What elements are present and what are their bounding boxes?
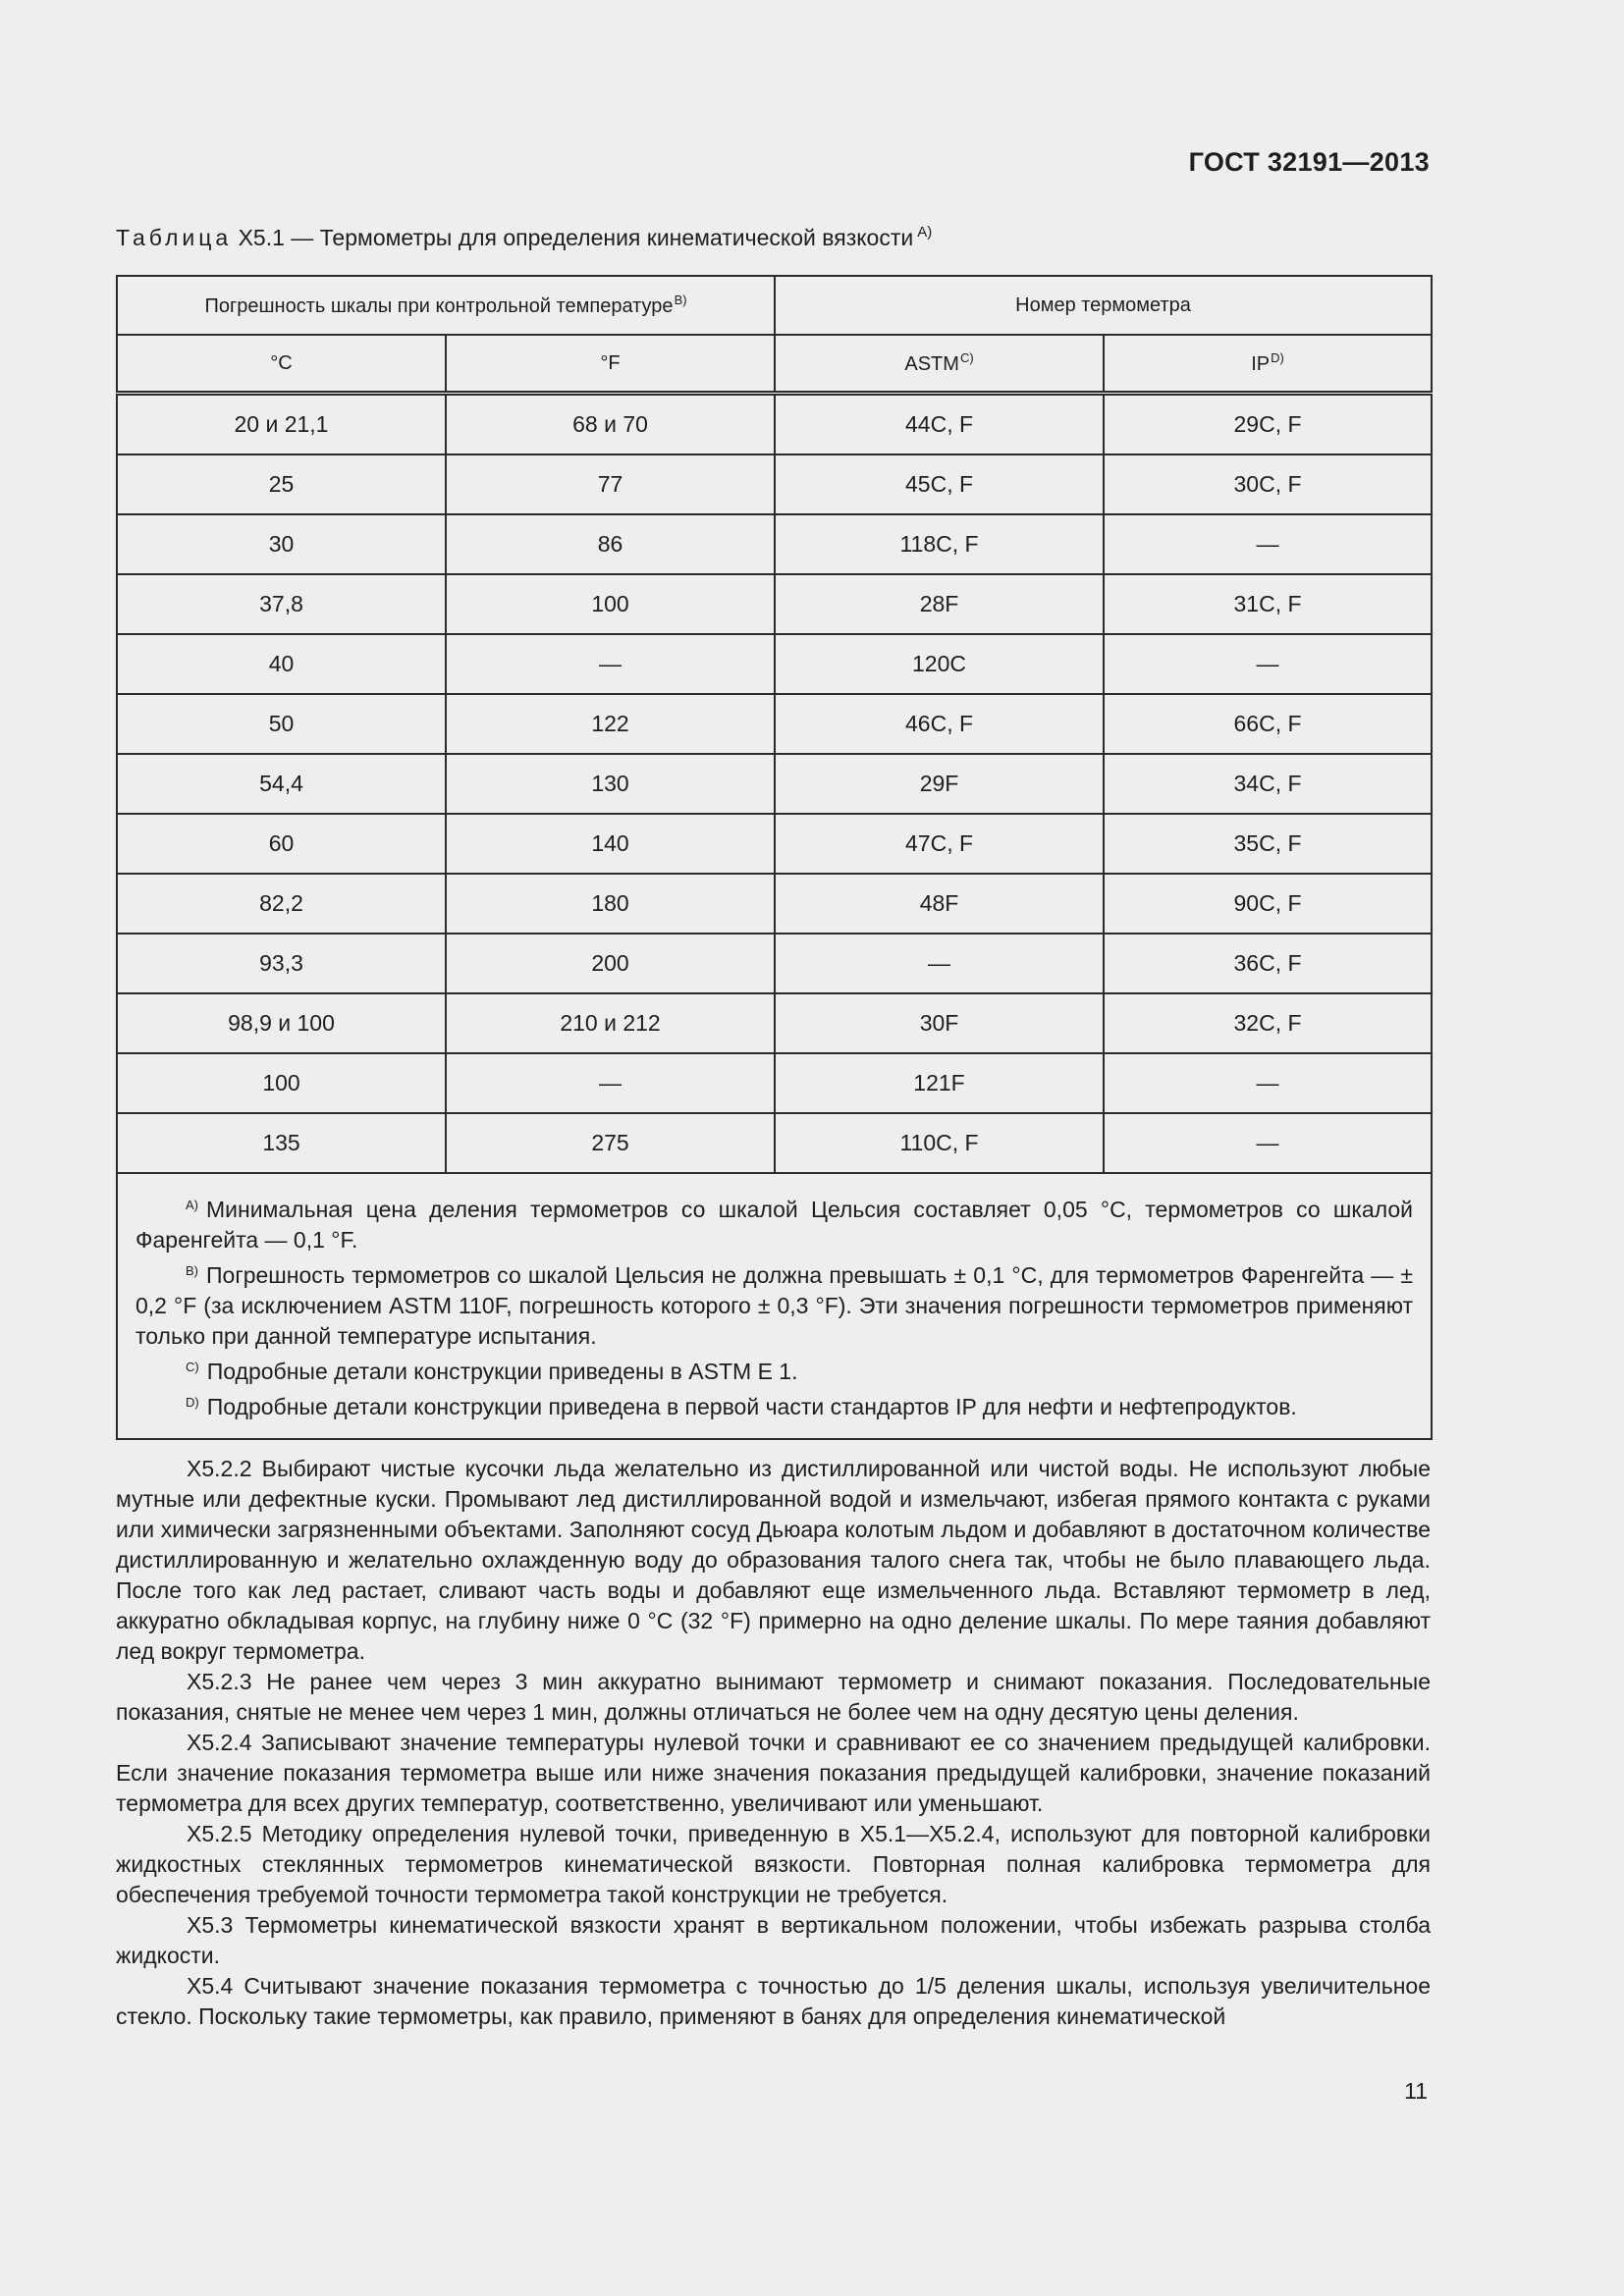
ip-footnote-mark: D) — [1271, 350, 1284, 365]
cell-ip: — — [1104, 634, 1432, 694]
cell-astm: 45C, F — [775, 454, 1104, 514]
cell-celsius: 30 — [117, 514, 446, 574]
table-row — [117, 814, 1432, 874]
cell-fahrenheit: — — [446, 634, 775, 694]
cell-fahrenheit: 180 — [446, 874, 775, 934]
cell-fahrenheit: — — [446, 1053, 775, 1113]
note-mark: A) — [186, 1198, 198, 1212]
table-row — [117, 634, 1432, 694]
note-text: Минимальная цена деления термометров со шкалой Цельсия составляет 0,05 °C, термометров со шкалой Фаренгейта — 0,1 °F. — [135, 1197, 1414, 1253]
column-header-fahrenheit: °F — [446, 335, 775, 394]
table-title-text: Х5.1 — Термометры для определения кинематической вязкости — [232, 225, 914, 250]
note-mark: C) — [186, 1360, 199, 1374]
table-note — [135, 1387, 1413, 1422]
table-row — [117, 514, 1432, 574]
cell-ip: 35C, F — [1104, 814, 1432, 874]
astm-footnote-mark: C) — [959, 350, 974, 365]
cell-astm: 110C, F — [775, 1113, 1104, 1173]
cell-ip: 36C, F — [1104, 934, 1432, 993]
cell-fahrenheit: 130 — [446, 754, 775, 814]
table-row — [117, 694, 1432, 754]
thermometer-table — [116, 275, 1433, 1440]
paragraph-x5-2-2: Х5.2.2 Выбирают чистые кусочки льда желательно из дистиллированной или чистой воды. Не используют любые мутные или дефектные куски. Промывают лед дистиллированной водой и измельчают, избегая прямого контакта с руками или химически загрязненными объектами. Заполняют сосуд Дьюара колотым льдом и добавляют в достаточном количестве дистиллированную и желательно охлажденную воду до образования талого снега так, чтобы не было плавающего льда. После того как лед растает, сливают часть воды и добавляют еще измельченного льда. Вставляют термометр в лед, аккуратно обкладывая корпус, на глубину ниже 0 °C (32 °F) примерно на одно деление шкалы. По мере таяния добавляют лед вокруг термометра. — [116, 1456, 1431, 1664]
cell-ip: 90C, F — [1104, 874, 1432, 934]
table-note — [135, 1255, 1413, 1352]
note-text: Погрешность термометров со шкалой Цельсия не должна превышать ± 0,1 °C, для термометров Фаренгейта — ± 0,2 °F (за исключением ASTM 110F, погрешность которого ± 0,3 °F). Эти значения погрешности термометров применяют только при данной температуре испытания. — [135, 1262, 1414, 1349]
cell-ip: — — [1104, 514, 1432, 574]
cell-fahrenheit: 86 — [446, 514, 775, 574]
note-text: Подробные детали конструкции приведены в ASTM E 1. — [206, 1359, 798, 1384]
cell-fahrenheit: 122 — [446, 694, 775, 754]
cell-astm: 44C, F — [775, 394, 1104, 455]
table-note — [135, 1190, 1413, 1255]
header-scale-error-mark: B) — [674, 293, 687, 307]
table-row — [117, 934, 1432, 993]
table-title — [116, 224, 932, 251]
cell-astm: 30F — [775, 993, 1104, 1053]
cell-celsius: 20 и 21,1 — [117, 394, 446, 455]
cell-astm: 46C, F — [775, 694, 1104, 754]
cell-ip: 30C, F — [1104, 454, 1432, 514]
cell-celsius: 54,4 — [117, 754, 446, 814]
body-text — [116, 1454, 1431, 2032]
cell-astm: 28F — [775, 574, 1104, 634]
column-header-celsius: °C — [117, 335, 446, 394]
header-scale-error: Погрешность шкалы при контрольной температуре$^{B)}$ — [117, 276, 775, 335]
table-row — [117, 1053, 1432, 1113]
table-row — [117, 394, 1432, 455]
cell-ip: 29C, F — [1104, 394, 1432, 455]
cell-fahrenheit: 140 — [446, 814, 775, 874]
note-mark: D) — [186, 1395, 199, 1410]
paragraph-x5-2-4: Х5.2.4 Записывают значение температуры нулевой точки и сравнивают ее со значением предыдущей калибровки. Если значение показания термометра выше или ниже значения показания предыдущей калибровки, значение показаний термометра для всех других температур, соответственно, увеличивают или уменьшают. — [116, 1730, 1431, 1816]
cell-fahrenheit: 210 и 212 — [446, 993, 775, 1053]
note-text: Подробные детали конструкции приведена в первой части стандартов IP для нефти и нефтепродуктов. — [206, 1394, 1297, 1419]
page-number: 11 — [1404, 2078, 1428, 2104]
cell-ip: 31C, F — [1104, 574, 1432, 634]
cell-astm: 48F — [775, 874, 1104, 934]
table-row — [117, 993, 1432, 1053]
cell-celsius: 100 — [117, 1053, 446, 1113]
table-title-footnote-mark: A) — [917, 224, 933, 240]
cell-fahrenheit: 200 — [446, 934, 775, 993]
header-thermometer-number: Номер термометра — [775, 276, 1432, 335]
table-notes-row — [117, 1173, 1432, 1439]
cell-fahrenheit: 68 и 70 — [446, 394, 775, 455]
cell-fahrenheit: 100 — [446, 574, 775, 634]
table-row — [117, 874, 1432, 934]
table-notes — [117, 1173, 1432, 1439]
cell-astm: — — [775, 934, 1104, 993]
cell-celsius: 82,2 — [117, 874, 446, 934]
cell-fahrenheit: 77 — [446, 454, 775, 514]
cell-ip: 32C, F — [1104, 993, 1432, 1053]
cell-astm: 29F — [775, 754, 1104, 814]
table-title-prefix: Таблица — [116, 225, 233, 250]
note-mark: B) — [186, 1263, 198, 1278]
paragraph-x5-3: Х5.3 Термометры кинематической вязкости хранят в вертикальном положении, чтобы избежать разрыва столба жидкости. — [116, 1912, 1431, 1968]
cell-celsius: 37,8 — [117, 574, 446, 634]
cell-astm: 47C, F — [775, 814, 1104, 874]
paragraph-x5-2-5: Х5.2.5 Методику определения нулевой точки, приведенную в Х5.1—Х5.2.4, используют для повторной калибровки жидкостных стеклянных термометров кинематической вязкости. Повторная полная калибровка термометра для обеспечения требуемой точности термометра такой конструкции не требуется. — [116, 1821, 1431, 1907]
cell-celsius: 25 — [117, 454, 446, 514]
table-row — [117, 1113, 1432, 1173]
table-note — [135, 1352, 1413, 1387]
cell-celsius: 98,9 и 100 — [117, 993, 446, 1053]
column-header-astm: $ASTM^{C)}$ — [775, 335, 1104, 394]
cell-ip: 66C, F — [1104, 694, 1432, 754]
cell-celsius: 60 — [117, 814, 446, 874]
table-row — [117, 574, 1432, 634]
table-row — [117, 754, 1432, 814]
cell-celsius: 50 — [117, 694, 446, 754]
table-row — [117, 454, 1432, 514]
standard-header: ГОСТ 32191—2013 — [1188, 147, 1430, 177]
cell-astm: 121F — [775, 1053, 1104, 1113]
paragraph-x5-2-3: Х5.2.3 Не ранее чем через 3 мин аккуратно вынимают термометр и снимают показания. Последовательные показания, снятые не менее чем через 1 мин, должны отличаться не более чем на одну десятую цены деления. — [116, 1669, 1431, 1725]
cell-astm: 118C, F — [775, 514, 1104, 574]
cell-astm: 120C — [775, 634, 1104, 694]
cell-ip: — — [1104, 1113, 1432, 1173]
column-header-ip: $IP^{D)}$ — [1104, 335, 1432, 394]
cell-celsius: 93,3 — [117, 934, 446, 993]
cell-celsius: 40 — [117, 634, 446, 694]
cell-fahrenheit: 275 — [446, 1113, 775, 1173]
paragraph-x5-4: Х5.4 Считывают значение показания термометра с точностью до 1/5 деления шкалы, используя увеличительное стекло. Поскольку такие термометры, как правило, применяют в банях для определения кинематической — [116, 1973, 1431, 2029]
cell-celsius: 135 — [117, 1113, 446, 1173]
cell-ip: 34C, F — [1104, 754, 1432, 814]
cell-ip: — — [1104, 1053, 1432, 1113]
